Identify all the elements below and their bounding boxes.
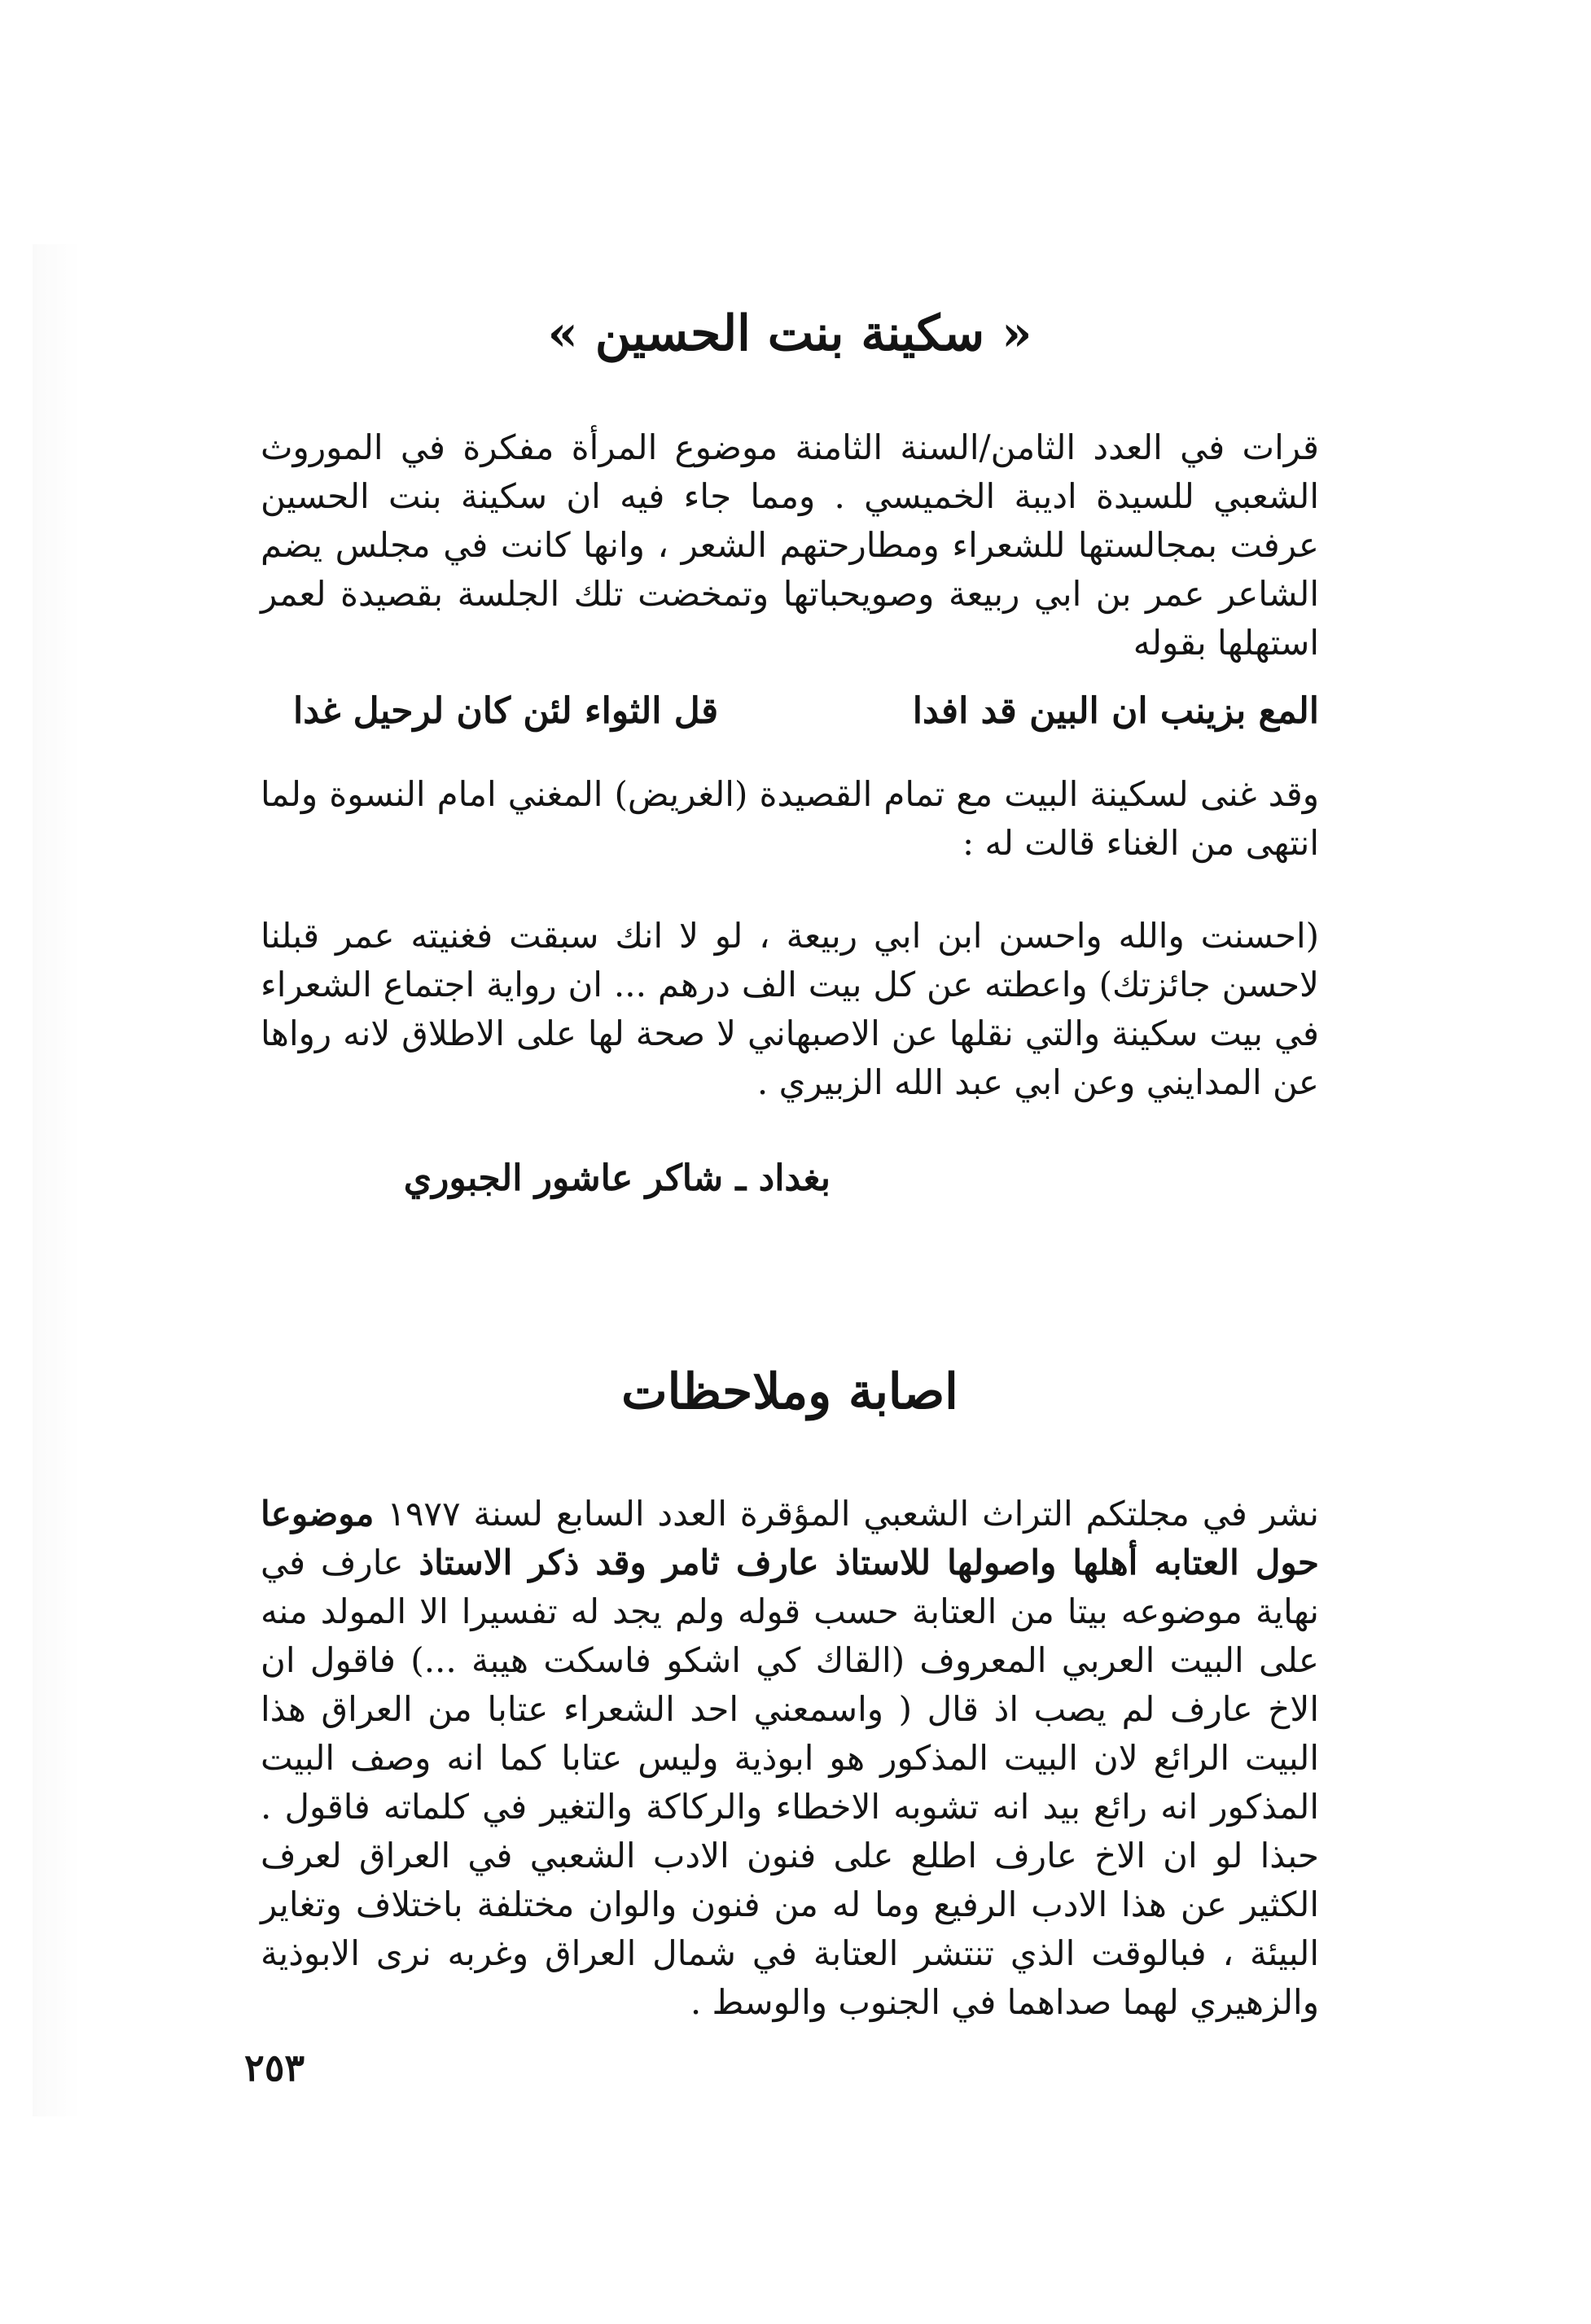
- scan-edge-shadow: [33, 244, 81, 2116]
- article1-paragraph-intro: قرات في العدد الثامن/السنة الثامنة موضوع المرأة مفكرة في الموروث الشعبي للسيدة اديبة الخميسي . ومما جاء فيه ان سكينة بنت الحسين عرفت بمجالستها للشعراء ومطارحتهم الشعر ، وانها كانت في مجلس يضم الشاعر عمر بن ابي ربيعة وصويحباتها وتمخضت تلك الجلسة بقصيدة لعمر استهلها بقوله: [261, 427, 1319, 663]
- verse-first-hemistich: المع بزينب ان البين قد افدا: [912, 690, 1319, 732]
- poem-verse: [261, 685, 1319, 737]
- document-page: [261, 301, 1319, 2027]
- article2-text-rest: عارف في نهاية موضوعه بيتا من العتابة حسب قوله ولم يجد له تفسيرا الا المولد منه على البيت العربي المعروف (القاك كي اشكو فاسكت هيبة ...) فاقول ان الاخ عارف لم يصب اذ قال ( واسمعني احد الشعراء عتابا من العراق هذا البيت الرائع لان البيت المذكور هو ابوذية وليس عتابا كما انه وصف البيت المذكور انه رائع بيد انه تشوبه الاخطاء والركاكة والتغير في كلماته فاقول . حبذا لو ان الاخ عارف اطلع على فنون الادب الشعبي في العراق لعرف الكثير عن هذا الادب الرفيع وما له من فنون والوان مختلفة باختلاف وتغاير البيئة ، فبالوقت الذي تنتشر العتابة في شمال العراق وغربه نرى الابوذية والزهيري لهما صداهما في الجنوب والوسط .: [261, 1543, 1319, 2022]
- article-title-corrections: اصابة وملاحظات: [621, 1363, 958, 1420]
- article1-paragraph-singing: وقد غنى لسكينة البيت مع تمام القصيدة (الغريض) المغني امام النسوة ولما انتهى من الغناء قالت له :: [261, 774, 1319, 863]
- verse-second-hemistich: قل الثواء لئن كان لرحيل غدا: [293, 690, 719, 732]
- article1-author-signature: بغداد ـ شاكر عاشور الجبوري: [403, 1158, 831, 1199]
- page-number: ٢٥٣: [244, 2046, 305, 2090]
- article-title-sukayna: « سكينة بنت الحسين »: [547, 305, 1032, 362]
- article1-paragraph-quote: (احسنت والله واحسن ابن ابي ربيعة ، لو لا انك سبقت فغنيته عمر قبلنا لاحسن جائزتك) واعطته عن كل بيت الف درهم ... ان رواية اجتماع الشعراء في بيت سكينة والتي نقلها عن الاصبهاني لا صحة لها على الاطلاق لانه رواها عن المدايني وعن ابي عبد الله الزبيري .: [261, 916, 1319, 1102]
- article2-paragraph: [261, 1490, 1319, 2027]
- article2-text-bold: موضوعا حول العتابه أهلها واصولها للاستاذ عارف ثامر وقد ذكر الاستاذ: [261, 1494, 1319, 1582]
- article2-text-lead: نشر في مجلتكم التراث الشعبي المؤقرة العدد السابع لسنة ١٩٧٧: [374, 1494, 1319, 1534]
